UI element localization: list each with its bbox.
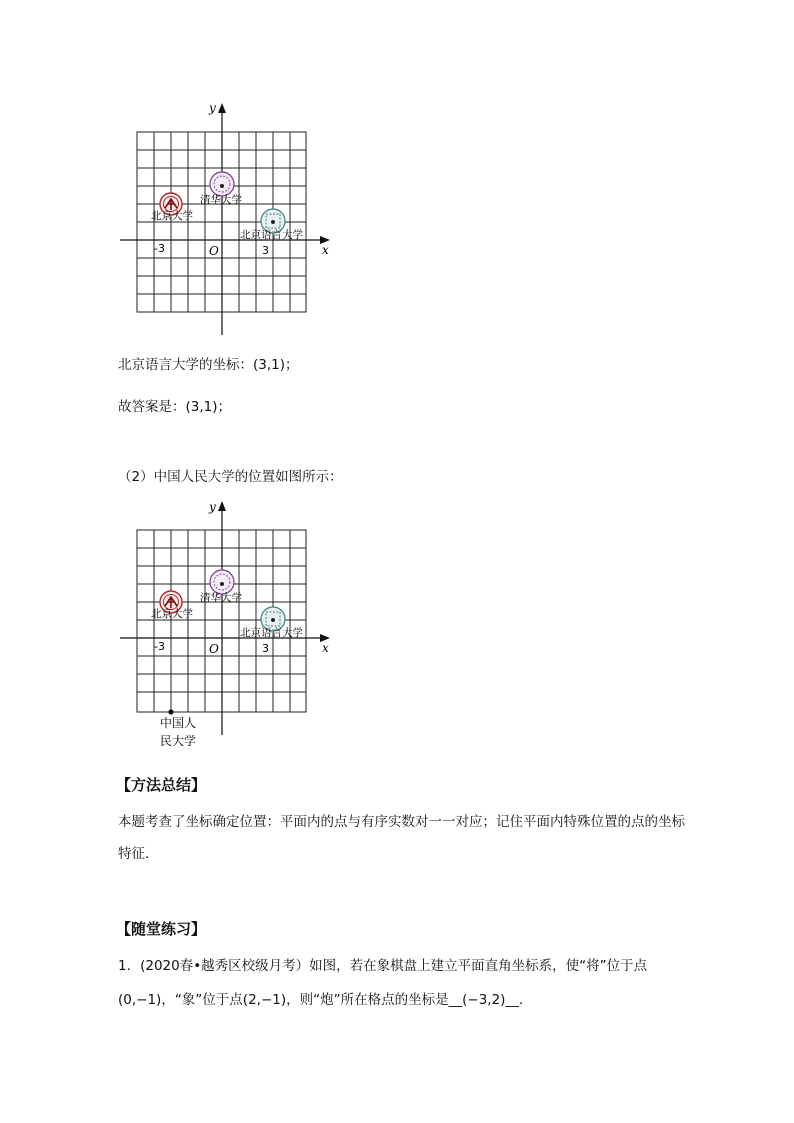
- label-tsinghua-2: 清华大学: [200, 592, 242, 604]
- question-1-end: ．: [518, 992, 533, 1008]
- question-1-text: (0,−1)，“象”位于点(2,−1)，则“炮”所在格点的坐标是: [118, 992, 449, 1008]
- label-pku-2: 北京大学: [151, 608, 193, 620]
- y-axis-label-2: y: [209, 500, 216, 514]
- method-summary-body: 本题考查了坐标确定位置：平面内的点与有序实数对一一对应；记住平面内特殊位置的点的坐标特征．: [118, 814, 685, 862]
- origin-label-1: O: [209, 244, 219, 258]
- label-renmin-line2: 民大学: [160, 734, 197, 748]
- tick-label-neg3-1: -3: [154, 242, 165, 255]
- tick-label-neg3-2: -3: [154, 640, 165, 653]
- y-axis-2: [218, 501, 226, 735]
- tick-label-3-1: 3: [262, 244, 269, 257]
- paragraph-renmin-intro: （2）中国人民大学的位置如图所示：: [118, 469, 343, 485]
- x-axis-label-2: x: [322, 641, 329, 655]
- x-axis-label-1: x: [322, 243, 329, 257]
- label-tsinghua-1: 清华大学: [200, 194, 242, 206]
- label-blcu-1: 北京语言大学: [240, 229, 303, 241]
- origin-label-2: O: [209, 642, 219, 656]
- tick-label-3-2: 3: [262, 642, 269, 655]
- tsinghua-seal-icon: [210, 570, 234, 594]
- renmin-point: [168, 709, 173, 714]
- label-pku-1: 北京大学: [151, 210, 193, 222]
- label-renmin-line1: 中国人: [160, 716, 197, 730]
- paragraph-answer: 故答案是：(3,1)；: [118, 399, 232, 415]
- y-axis-label-1: y: [209, 101, 216, 115]
- question-1-line-1: 1．(2020春•越秀区校级月考）如图，若在象棋盘上建立平面直角坐标系，使“将”位于点: [118, 958, 648, 974]
- method-summary-heading: 【方法总结】: [116, 776, 207, 794]
- practice-heading: 【随堂练习】: [116, 920, 207, 938]
- paragraph-blcu-coordinate: 北京语言大学的坐标：(3,1)；: [118, 357, 299, 373]
- label-blcu-2: 北京语言大学: [240, 627, 303, 639]
- question-1-line-2: [118, 990, 532, 1010]
- question-1-answer: __(−3,2)__: [448, 992, 519, 1008]
